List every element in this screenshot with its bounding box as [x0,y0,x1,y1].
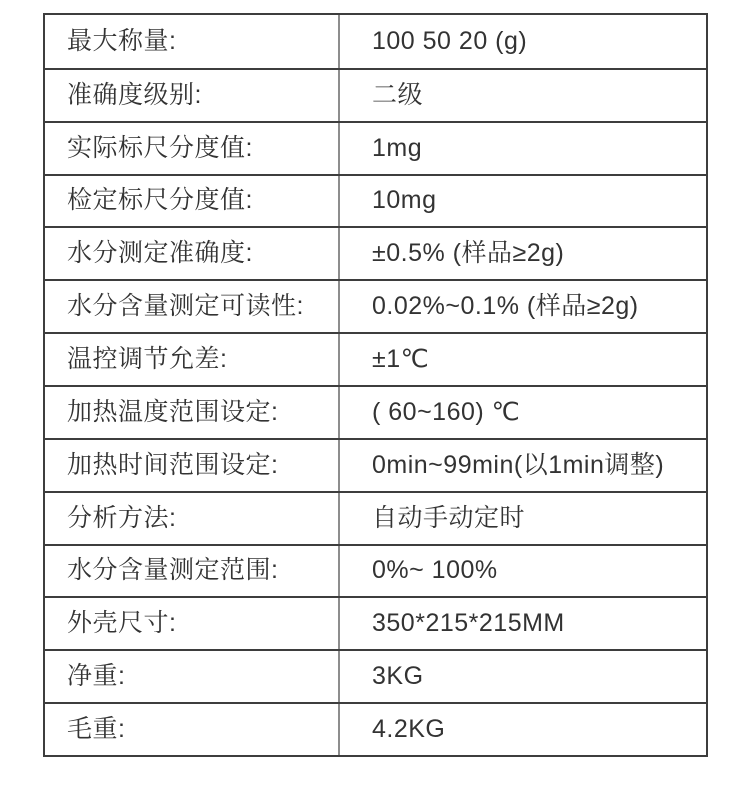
table-row [45,174,706,227]
table-row [45,596,706,649]
spec-label: 水分含量测定可读性: [45,281,340,332]
spec-label: 准确度级别: [45,70,340,121]
table-row [45,121,706,174]
spec-value: 1mg [372,133,423,162]
spec-value: 3KG [372,662,424,691]
spec-value: ±0.5% (样品≥2g) [372,239,565,268]
spec-label: 加热时间范围设定: [45,440,340,491]
table-row [45,279,706,332]
spec-label: 分析方法: [45,493,340,544]
spec-value: ±1℃ [372,345,430,374]
spec-label: 毛重: [45,704,340,755]
table-row [45,332,706,385]
spec-value: 10mg [372,186,437,215]
spec-value: 二级 [372,80,424,109]
spec-value: 100 50 20 (g) [372,26,528,55]
table-row [45,544,706,597]
table-row [45,649,706,702]
spec-value: ( 60~160) ℃ [372,397,521,426]
spec-value: 0%~ 100% [372,556,498,585]
table-row [45,491,706,544]
spec-value: 350*215*215MM [372,609,565,638]
spec-label: 温控调节允差: [45,334,340,385]
product-spec-table [43,13,708,757]
spec-value: 4.2KG [372,715,446,744]
spec-label: 外壳尺寸: [45,598,340,649]
table-row [45,15,706,68]
spec-value: 0.02%~0.1% (样品≥2g) [372,292,639,321]
spec-label: 实际标尺分度值: [45,123,340,174]
spec-value: 自动手动定时 [372,503,526,532]
table-row [45,68,706,121]
spec-label: 净重: [45,651,340,702]
spec-label: 水分含量测定范围: [45,546,340,597]
spec-value: 0min~99min(以1min调整) [372,450,665,479]
table-row [45,385,706,438]
table-row [45,702,706,755]
spec-label: 水分测定准确度: [45,228,340,279]
table-row [45,226,706,279]
table-row [45,438,706,491]
spec-label: 检定标尺分度值: [45,176,340,227]
spec-label: 最大称量: [45,15,340,68]
spec-label: 加热温度范围设定: [45,387,340,438]
